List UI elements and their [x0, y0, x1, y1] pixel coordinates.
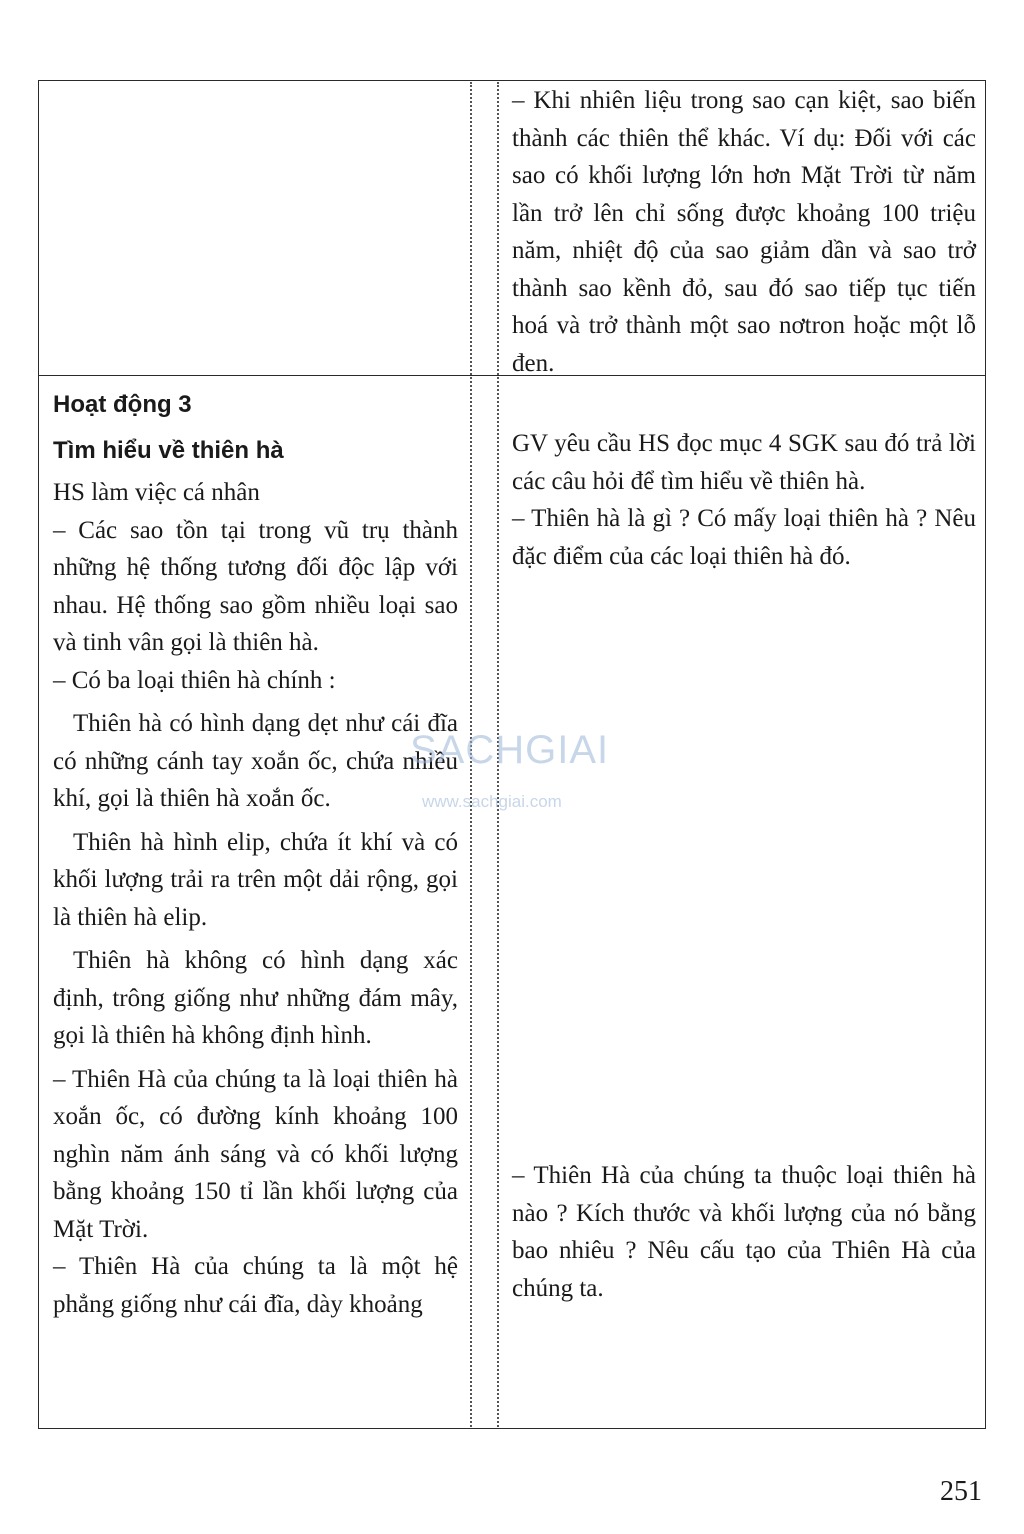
content-paragraph: – Các sao tồn tại trong vũ trụ thành những hệ thống tương đối độc lập với nhau. Hệ thống sao gồm nhiều loại sao và tinh vân gọi là thiên hà.: [53, 516, 458, 656]
top-right-cell: [512, 82, 976, 382]
content-paragraph: – Thiên Hà của chúng ta là một hệ phẳng giống như cái đĩa, dày khoảng: [53, 1253, 458, 1318]
activity-subheading: Tìm hiểu về thiên hà: [53, 437, 284, 464]
activity-left-cell: [53, 386, 458, 1323]
activity-right-cell: [512, 425, 976, 575]
content-paragraph: – Thiên Hà của chúng ta là loại thiên hà xoắn ốc, có đường kính khoảng 100 nghìn năm ánh sáng và có khối lượng bằng khoảng 150 tỉ lần khối lượng của Mặt Trời.: [53, 1065, 458, 1243]
content-paragraph: Thiên hà không có hình dạng xác định, trông giống như những đám mây, gọi là thiên hà không định hình.: [53, 947, 458, 1049]
teacher-instruction: GV yêu cầu HS đọc mục 4 SGK sau đó trả lời các câu hỏi để tìm hiểu về thiên hà.: [512, 430, 976, 495]
watermark-brand: SACHGIAI: [410, 728, 610, 772]
content-paragraph: Thiên hà có hình dạng dẹt như cái đĩa có những cánh tay xoắn ốc, chứa nhiều khí, gọi là thiên hà xoắn ốc.: [53, 710, 458, 812]
activity-heading: Hoạt động 3: [53, 391, 192, 418]
work-mode: HS làm việc cá nhân: [53, 479, 260, 506]
page-number: 251: [940, 1476, 982, 1507]
column-divider-left: [470, 82, 472, 1427]
content-paragraph: Thiên hà hình elip, chứa ít khí và có khối lượng trải ra trên một dải rộng, gọi là thiên hà elip.: [53, 828, 458, 931]
column-divider-right: [497, 82, 499, 1427]
content-paragraph: – Có ba loại thiên hà chính :: [53, 666, 336, 694]
teacher-question: – Thiên hà là gì ? Có mấy loại thiên hà ? Nêu đặc điểm của các loại thiên hà đó.: [512, 505, 976, 570]
watermark-url: www.sachgiai.com: [422, 792, 562, 811]
teacher-question: – Thiên Hà của chúng ta thuộc loại thiên hà nào ? Kích thước và khối lượng của nó bằng bao nhiêu ? Nêu cấu tạo của Thiên Hà của chúng ta.: [512, 1162, 976, 1302]
activity-right-cell-lower: [512, 1157, 976, 1307]
star-evolution-text: – Khi nhiên liệu trong sao cạn kiệt, sao biến thành các thiên thể khác. Ví dụ: Đối với các sao có khối lượng lớn hơn Mặt Trời từ năm lần trở lên chỉ sống được khoảng 100 triệu năm, nhiệt độ của sao giảm dần và sao trở thành sao kềnh đỏ, sau đó sao tiếp tục tiến hoá và trở thành một sao nơtron hoặc một lỗ đen.: [512, 87, 976, 377]
